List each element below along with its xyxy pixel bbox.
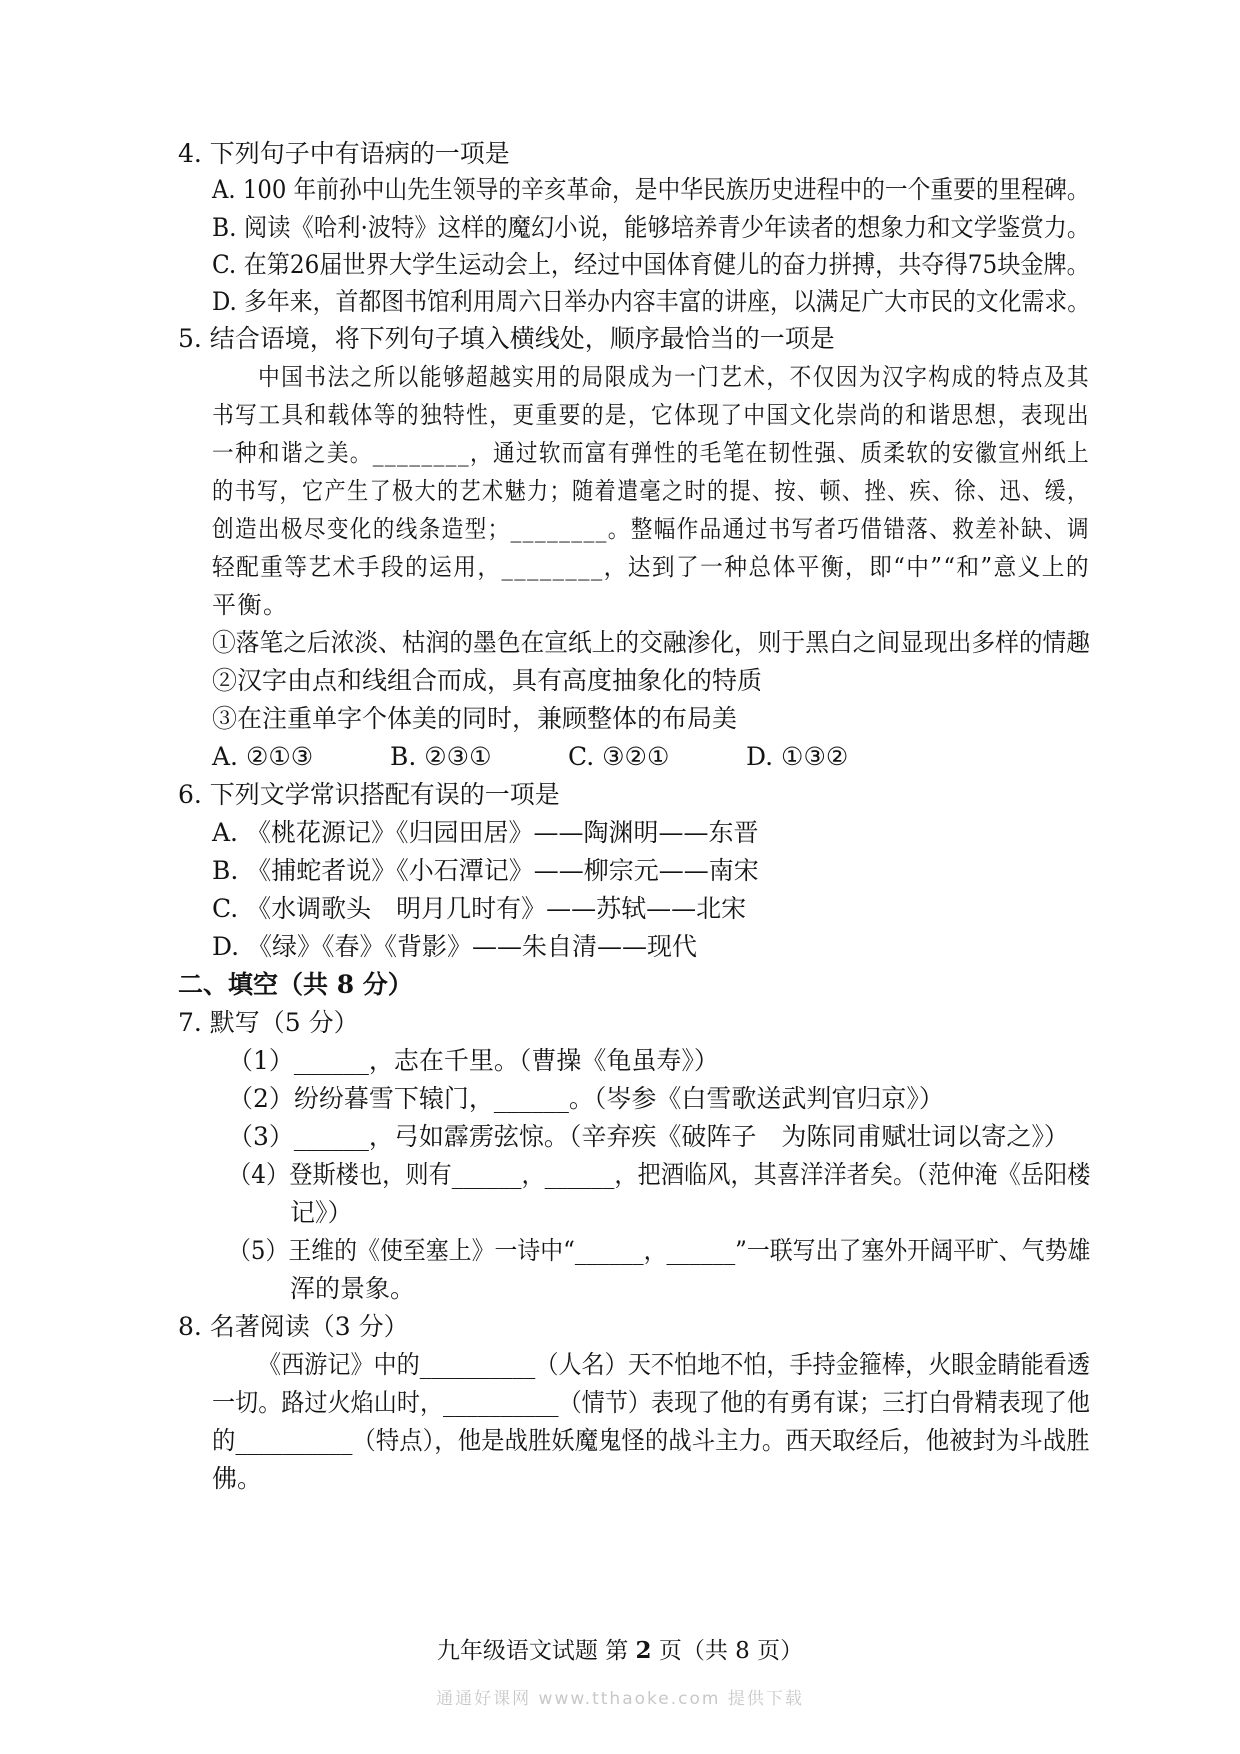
q5-passage-line: 书写工具和载体等的独特性，更重要的是，它体现了中国文化崇尚的和谐思想，表现出 <box>212 401 1091 429</box>
q4-option-c: C. 在第26届世界大学生运动会上，经过中国体育健儿的奋力拼搏，共夺得75块金牌。 <box>212 250 1090 279</box>
q4-option-a: A. 100 年前孙中山先生领导的辛亥革命，是中华民族历史进程中的一个重要的里程碑。 <box>212 175 1090 204</box>
q7-item-3: （3）______，弓如霹雳弦惊。（辛弃疾《破阵子 为陈同甫赋壮词以寄之》） <box>228 1122 1069 1151</box>
q7-item-1: （1）______，志在千里。（曹操《龟虽寿》） <box>228 1046 719 1075</box>
q6-stem: 6. 下列文学常识搭配有误的一项是 <box>178 780 560 809</box>
q5-option-a: A. ②①③ <box>212 742 314 771</box>
footer-page-number: 2 <box>635 1637 652 1664</box>
footer-prefix: 九年级语文试题 第 <box>436 1638 636 1664</box>
q5-options <box>212 740 1012 774</box>
q7-item-5: （5）王维的《使至塞上》一诗中“______，______”一联写出了塞外开阔平旷、气势雄 <box>228 1236 1091 1265</box>
page-footer <box>0 1636 1240 1666</box>
q5-passage-line: 的书写，它产生了极大的艺术魅力；随着遣毫之时的提、按、顿、挫、疾、徐、迅、缓， <box>212 477 1090 505</box>
q4-stem: 4. 下列句子中有语病的一项是 <box>178 139 510 168</box>
q6-option-a: A. 《桃花源记》《归园田居》——陶渊明——东晋 <box>212 818 759 847</box>
section-2-title: 二、填空（共 8 分） <box>178 970 413 999</box>
q5-sentence-2: ②汉字由点和线组合而成，具有高度抽象化的特质 <box>212 666 763 695</box>
q5-passage-line: 轻配重等艺术手段的运用，________，达到了一种总体平衡，即“中”“和”意义上的 <box>212 553 1091 581</box>
watermark: 通通好课网 www.tthaoke.com 提供下载 <box>436 1689 804 1709</box>
q7-item-5-cont: 浑的景象。 <box>290 1274 416 1303</box>
q5-passage-line: 创造出极尽变化的线条造型；________。整幅作品通过书写者巧借错落、救差补缺、调 <box>212 515 1090 543</box>
q5-option-b: B. ②③① <box>390 742 492 771</box>
q8-line: 一切。路过火焰山时，__________（情节）表现了他的有勇有谋；三打白骨精表现了他 <box>212 1388 1091 1417</box>
q6-option-c: C. 《水调歌头 明月几时有》——苏轼——北宋 <box>212 894 747 923</box>
q5-passage-line: 一种和谐之美。________，通过软而富有弹性的毛笔在韧性强、质柔软的安徽宣州纸上 <box>212 439 1090 467</box>
q4-option-d: D. 多年来，首都图书馆利用周六日举办内容丰富的讲座，以满足广大市民的文化需求。 <box>212 287 1091 316</box>
q7-stem: 7. 默写（5 分） <box>178 1008 359 1037</box>
q5-passage-line: 平衡。 <box>212 591 289 619</box>
q5-sentence-1: ①落笔之后浓淡、枯润的墨色在宣纸上的交融渗化，则于黑白之间显现出多样的情趣 <box>212 628 1091 657</box>
q8-line: 的__________（特点），他是战胜妖魔鬼怪的战斗主力。西天取经后，他被封为斗战胜 <box>212 1426 1090 1455</box>
q8-line: 佛。 <box>212 1464 263 1493</box>
q7-item-4: （4）登斯楼也，则有______，______，把酒临风，其喜洋洋者矣。（范仲淹《岳阳楼 <box>228 1160 1091 1189</box>
q6-option-b: B. 《捕蛇者说》《小石潭记》——柳宗元——南宋 <box>212 856 759 885</box>
footer-suffix: 页（共 8 页） <box>651 1638 804 1664</box>
q7-item-2: （2）纷纷暮雪下辕门，______。（岑参《白雪歌送武判官归京》） <box>228 1084 944 1113</box>
q5-option-c: C. ③②① <box>568 742 670 771</box>
q7-item-4-cont: 记》） <box>290 1198 353 1227</box>
q5-option-d: D. ①③② <box>746 742 849 771</box>
q8-line: 《西游记》中的__________（人名）天不怕地不怕，手持金箍棒，火眼金睛能看透 <box>258 1350 1090 1379</box>
q5-passage-line: 中国书法之所以能够超越实用的局限成为一门艺术，不仅因为汉字构成的特点及其 <box>258 363 1090 391</box>
q5-sentence-3: ③在注重单字个体美的同时，兼顾整体的布局美 <box>212 704 738 733</box>
q4-option-b: B. 阅读《哈利·波特》这样的魔幻小说，能够培养青少年读者的想象力和文学鉴赏力。 <box>212 213 1091 242</box>
q5-stem: 5. 结合语境，将下列句子填入横线处，顺序最恰当的一项是 <box>178 324 835 353</box>
q6-option-d: D. 《绿》《春》《背影》——朱自清——现代 <box>212 932 698 961</box>
q8-stem: 8. 名著阅读（3 分） <box>178 1312 409 1341</box>
